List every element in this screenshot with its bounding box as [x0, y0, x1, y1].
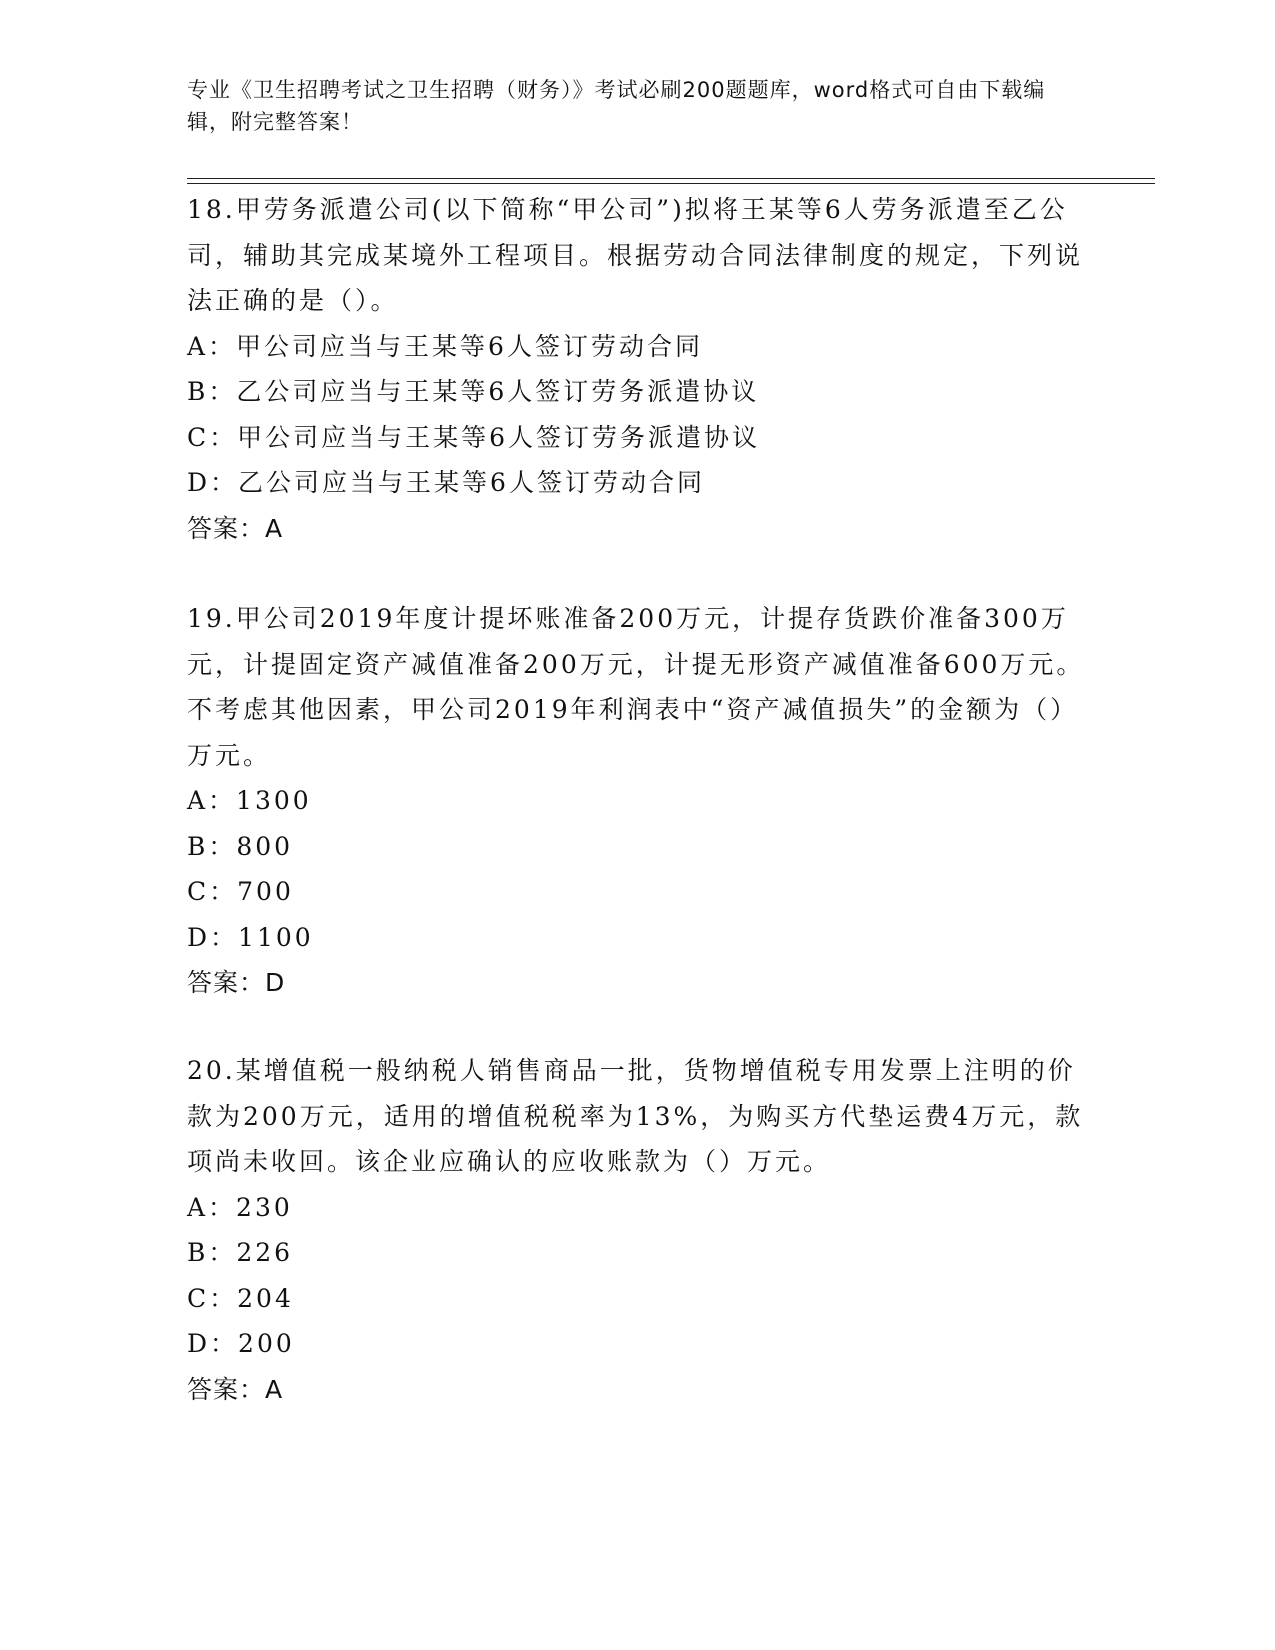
option-list — [187, 1185, 1087, 1367]
option-d: D：1100 — [187, 922, 314, 952]
option-d: D：200 — [187, 1329, 295, 1358]
option-a: A：甲公司应当与王某等6人签订劳动合同 — [187, 331, 703, 361]
option-b: B：800 — [187, 831, 294, 861]
option-c: C：204 — [187, 1283, 294, 1313]
answer-line: 答案：A — [187, 1374, 284, 1404]
header-divider-bottom — [187, 183, 1155, 184]
option-d: D：乙公司应当与王某等6人签订劳动合同 — [187, 468, 705, 497]
question-stem: 19.甲公司2019年度计提坏账准备200万元，计提存货跌价准备300万元，计提固定资产减值准备200万元，计提无形资产减值准备600万元。不考虑其他因素，甲公司2019年利润表中“资产减值损失”的金额为（）万元。 — [187, 604, 1085, 770]
question-stem: 20.某增值税一般纳税人销售商品一批，货物增值税专用发票上注明的价款为200万元，适用的增值税税率为13%，为购买方代垫运费4万元，款项尚未收回。该企业应确认的应收账款为（）万元。 — [187, 1056, 1084, 1176]
question-19 — [187, 596, 1087, 1006]
option-c: C：700 — [187, 877, 294, 906]
option-c: C：甲公司应当与王某等6人签订劳务派遣协议 — [187, 422, 761, 452]
option-b: B：乙公司应当与王某等6人签订劳务派遣协议 — [187, 377, 760, 406]
option-a: A：1300 — [187, 786, 312, 815]
question-18 — [187, 187, 1087, 551]
option-list — [187, 324, 1087, 506]
option-a: A：230 — [187, 1192, 293, 1222]
document-intro: 专业《卫生招聘考试之卫生招聘（财务）》考试必刷200题题库，word格式可自由下载编辑，附完整答案！ — [187, 78, 1046, 134]
option-list — [187, 778, 1087, 960]
question-stem: 18.甲劳务派遣公司(以下简称“甲公司”)拟将王某等6人劳务派遣至乙公司，辅助其完成某境外工程项目。根据劳动合同法律制度的规定，下列说法正确的是（）。 — [187, 195, 1084, 315]
answer-line: 答案：A — [187, 513, 284, 543]
answer-line: 答案：D — [187, 968, 286, 997]
question-20 — [187, 1048, 1087, 1412]
header-divider-top — [187, 178, 1155, 179]
option-b: B：226 — [187, 1238, 294, 1267]
